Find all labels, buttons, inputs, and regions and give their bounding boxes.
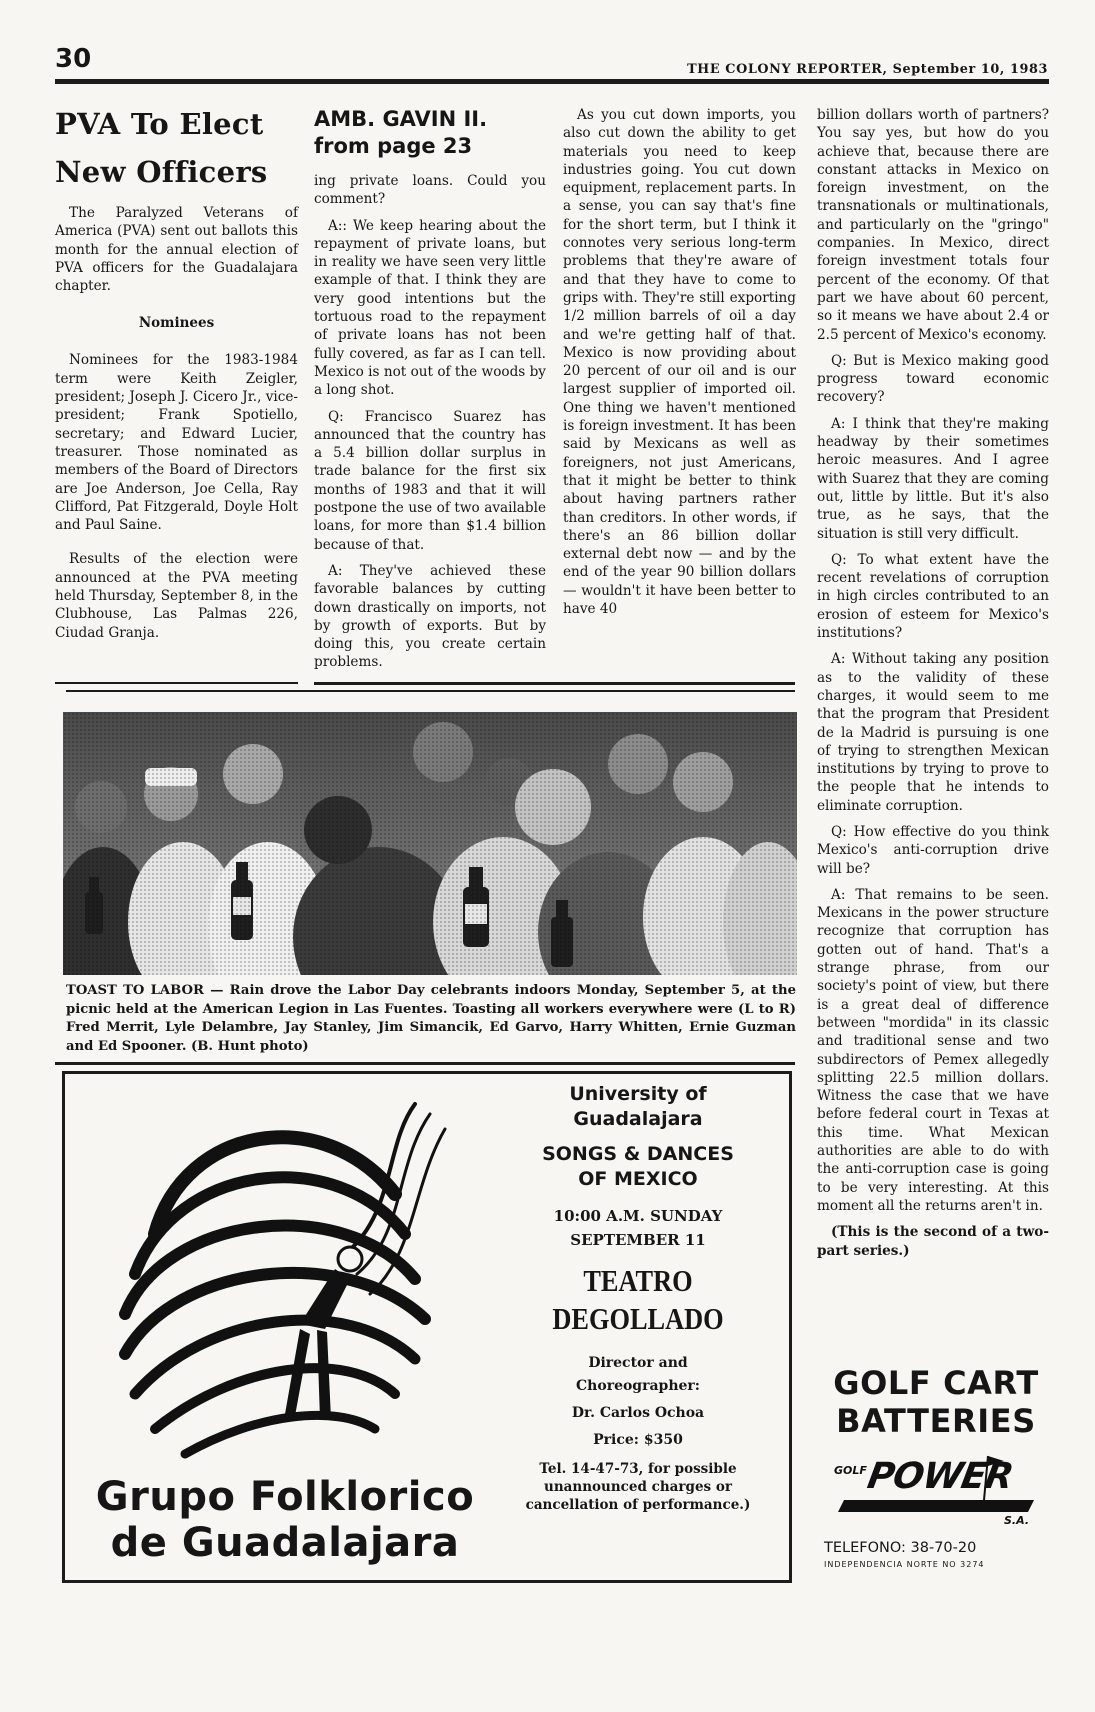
gavin-bottom-rule-2: [66, 690, 795, 692]
photo-bottom-rule: [55, 1062, 795, 1065]
venue-name: [523, 1262, 753, 1338]
show-title-line2: OF MEXICO: [578, 1168, 698, 1190]
show-time: 10:00 A.M. SUNDAY: [553, 1207, 723, 1225]
university-line2: Guadalajara: [573, 1108, 703, 1130]
gavin-col3-p4: Q: To what extent have the recent revelations of corruption in high circles contributed to an erosion of esteem for Mexico's institutions?: [817, 551, 1049, 642]
golf-ad-headline-line2: BATTERIES: [836, 1402, 1036, 1440]
gavin-col1-body: [314, 172, 546, 672]
folklorico-group-name: [75, 1474, 495, 1566]
gavin-col3-p2: Q: But is Mexico making good progress toward economic recovery?: [817, 352, 1049, 406]
golf-logo-big: POWER: [864, 1456, 1016, 1497]
pva-results: Results of the election were announced at the PVA meeting held Thursday, September 8, in the Clubhouse, Las Palmas 226, Ciudad Granja.: [55, 551, 298, 641]
labor-day-photo: [63, 712, 797, 975]
masthead-title: THE COLONY REPORTER, September 10, 1983: [687, 62, 1048, 77]
folklorico-details: [503, 1082, 773, 1514]
pva-article: [55, 100, 298, 650]
gavin-headline-line2: from page 23: [314, 134, 473, 158]
pva-headline-line1: PVA To Elect: [55, 107, 264, 141]
director-label: [503, 1352, 773, 1398]
director-label-line2: Choreographer:: [576, 1378, 700, 1394]
pva-body-2: [55, 351, 298, 641]
gavin-bottom-rule: [314, 682, 795, 685]
gavin-col3-body: [817, 106, 1049, 1260]
golf-address: INDEPENDENCIA NORTE NO 3274: [824, 1560, 985, 1569]
gavin-col3-p3: A: I think that they're making headway by their sometimes heroic measures. And I agree with Suarez that they are coming out, little by little. But it's also true, as he says, that the situation is still very difficult.: [817, 415, 1049, 542]
university-name: [503, 1082, 773, 1132]
gavin-col3-p5: A: Without taking any position as to the validity of these charges, it would seem to me that the program that President de la Madrid is pursuing is one of trying to strengthen Mexican institutions by trying to prove to the people that he intends to eliminate corruption.: [817, 651, 1049, 814]
contact-line3: cancellation of performance.): [525, 1497, 751, 1513]
page-number: 30: [55, 44, 92, 74]
director-name: Dr. Carlos Ochoa: [571, 1405, 705, 1421]
dancer-illustration: [95, 1084, 495, 1479]
gavin-column-3: [817, 106, 1049, 1268]
gavin-col1-p2: A:: We keep hearing about the repayment of private loans, but in reality we have seen very little example of that. I think they are very good intentions but the tortuous road to the repayment of private loans has not been fully covered, as far as I can tell. Mexico is not out of the woods by a long shot.: [314, 217, 546, 399]
show-title-line1: SONGS & DANCES: [542, 1143, 734, 1165]
pva-headline-line2: New Officers: [55, 155, 268, 189]
gavin-column-2: [563, 106, 796, 626]
gavin-series-note: (This is the second of a two-part series.): [817, 1224, 1049, 1259]
photo-caption: TOAST TO LABOR — Rain drove the Labor Day celebrants indoors Monday, September 5, at the picnic held at the American Legion in Las Fuentes. Toasting all workers everywhere were (L to R) Fred Merrit, Lyle Delambre, Jay Stanley, Jim Simancik, Ed Garvo, Harry Whitten, Ernie Guzman and Ed Spooner. (B. Hunt photo): [66, 983, 796, 1054]
golf-phone: TELEFONO: 38-70-20: [824, 1540, 977, 1556]
contact-line2: unannounced charges or: [544, 1479, 732, 1495]
gavin-column-1: [314, 106, 546, 680]
contact-info: [503, 1460, 773, 1514]
folklorico-group-line2: de Guadalajara: [110, 1520, 460, 1566]
golf-logo-small: GOLF: [834, 1464, 867, 1477]
contact-line1: Tel. 14-47-73, for possible: [539, 1461, 737, 1477]
university-line1: University of: [569, 1083, 707, 1105]
folklorico-group-line1: Grupo Folklorico: [95, 1474, 475, 1520]
show-date: SEPTEMBER 11: [570, 1231, 706, 1249]
gavin-col2-p1: As you cut down imports, you also cut down the ability to get materials you need to keep industries going. You cut down equipment, replacement parts. In a sense, you can say that's fine for the short term, but I think it connotes very serious long-term problems that they're aware of and that they have to come to grips with. They're still exporting 1/2 million barrels of oil a day and we're getting half of that. Mexico is now providing about 20 percent of our oil and is our largest supplier of imported oil. One thing we haven't mentioned is foreign investment. It has been said by Mexicans as well as foreigners, not just Americans, that it might be better to think about having partners rather than creditors. In other words, if there's an 86 billion dollar external debt now — and by the end of the year 90 billion dollars — wouldn't it have been better to have 40: [563, 107, 796, 618]
gavin-headline-line1: AMB. GAVIN II.: [314, 107, 488, 131]
golf-logo-sa: S.A.: [1004, 1514, 1029, 1527]
pva-bottom-rule: [55, 682, 298, 684]
pva-body: [55, 204, 298, 295]
gavin-col3-p1: billion dollars worth of partners? You say yes, but how do you achieve that, because there are constant attacks in Mexico on foreign investment, on the transnationals or multinationals, and particularly on the "gringo" companies. In Mexico, direct foreign investment totals four percent of the economy. Of that part we have about 60 percent, so it means we have about 2.4 or 2.5 percent of Mexico's economy.: [817, 107, 1049, 343]
golf-cart-ad: [822, 1364, 1050, 1576]
gavin-col2-body: [563, 106, 796, 618]
golf-power-logo: [828, 1452, 1044, 1532]
gavin-headline: [314, 106, 546, 160]
gavin-col1-p4: A: They've achieved these favorable balances by cutting down drastically on imports, not by growth of exports. But by doing this, you create certain problems.: [314, 562, 546, 671]
venue-line2: DEGOLLADO: [552, 1301, 724, 1336]
gavin-col1-p1: ing private loans. Could you comment?: [314, 173, 546, 208]
gavin-col1-p3: Q: Francisco Suarez has announced that the country has a 5.4 billion dollar surplus in trade balance for the first six months of 1983 and that it will postpone the use of two available loans, for more than $1.4 billion because of that.: [314, 408, 546, 553]
pva-headline: [55, 100, 298, 196]
golf-ad-headline: [822, 1364, 1050, 1440]
photo-image: [63, 712, 797, 975]
venue-line1: TEATRO: [583, 1263, 693, 1298]
masthead-rule: [55, 79, 1049, 84]
ticket-price: Price: $350: [593, 1432, 683, 1448]
gavin-col3-p7: A: That remains to be seen. Mexicans in the power structure recognize that corruption has gotten out of hand. That's a strange phrase, from our society's point of view, but there is a great deal of difference between "mordida" in its classic and traditional sense and two subdirectors of Pemex allegedly splitting 22.5 million dollars. Witness the case that we have before federal court in Texas at this time. What Mexican authorities are able to do with the anti-corruption case is going to be very interesting. At this moment all the returns aren't in.: [817, 886, 1049, 1214]
director-label-line1: Director and: [588, 1355, 688, 1371]
pva-subhead-nominees: Nominees: [138, 315, 215, 332]
gavin-col3-p6: Q: How effective do you think Mexico's anti-corruption drive will be?: [817, 823, 1049, 877]
folklorico-ad: [62, 1071, 792, 1583]
pva-nominees: Nominees for the 1983-1984 term were Keith Zeigler, president; Joseph J. Cicero Jr., vice-president; Frank Spotiello, secretary; and Edward Lucier, treasurer. Those nominated as members of the Board of Directors are Joe Anderson, Joe Cella, Ray Clifford, Pat Fitzgerald, Doyle Holt and Paul Saine.: [55, 352, 299, 534]
show-title: [503, 1142, 773, 1192]
pva-intro: The Paralyzed Veterans of America (PVA) sent out ballots this month for the annual election of PVA officers for the Guadalajara chapter.: [55, 205, 298, 295]
golf-ad-headline-line1: GOLF CART: [833, 1364, 1039, 1402]
